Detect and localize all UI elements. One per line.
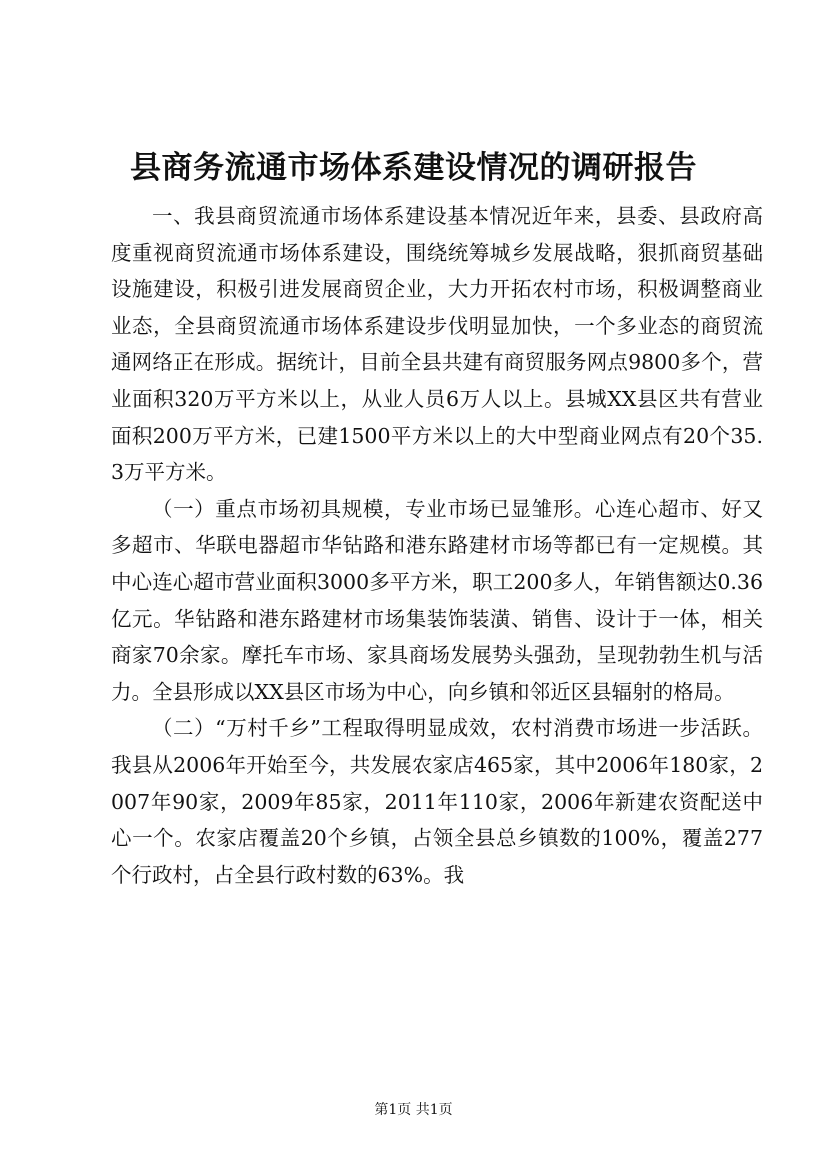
paragraph-3: （二）“万村千乡”工程取得明显成效，农村消费市场进一步活跃。我县从2006年开始至今，共发展农家店465家，其中2006年180家，2007年90家，2009年85家，2011年110家，2006年新建农资配送中心一个。农家店覆盖20个乡镇，占领全县总乡镇数的100%，覆盖277个行政村，占全县行政村数的63%。我: [111, 716, 763, 887]
page-footer: 第1页 共1页: [374, 1102, 453, 1118]
paragraph-2: （一）重点市场初具规模，专业市场已显雏形。心连心超市、好又多超市、华联电器超市华钻路和港东路建材市场等都已有一定规模。其中心连心超市营业面积3000多平方米，职工200多人，年销售额达0.36亿元。华钻路和港东路建材市场集装饰装潢、销售、设计于一体，相关商家70余家。摩托车市场、家具商场发展势头强劲，呈现勃勃生机与活力。全县形成以XX县区市场为中心，向乡镇和邻近区县辐射的格局。: [111, 496, 763, 704]
document-body: [111, 198, 763, 893]
paragraph-1: 一、我县商贸流通市场体系建设基本情况近年来，县委、县政府高度重视商贸流通市场体系建设，围绕统筹城乡发展战略，狠抓商贸基础设施建设，积极引进发展商贸企业，大力开拓农村市场，积极调整商业业态，全县商贸流通市场体系建设步伐明显加快，一个多业态的商贸流通网络正在形成。据统计，目前全县共建有商贸服务网点9800多个，营业面积320万平方米以上，从业人员6万人以上。县城XX县区共有营业面积200万平方米，已建1500平方米以上的大中型商业网点有20个35.3万平方米。: [111, 204, 763, 485]
document-title: 县商务流通市场体系建设情况的调研报告: [130, 150, 697, 186]
